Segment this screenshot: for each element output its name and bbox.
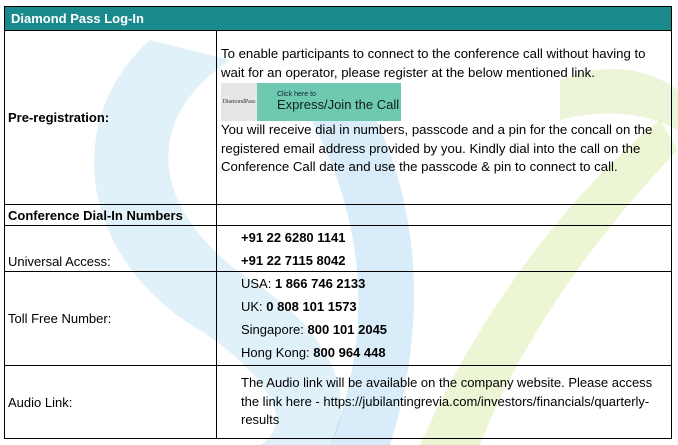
tollfree-item: UK: 0 808 101 1573 — [241, 299, 357, 314]
conference-label: Conference Dial-In Numbers — [5, 205, 217, 225]
universal-number: +91 22 6280 1141 — [241, 230, 346, 245]
conference-row — [5, 205, 671, 226]
conference-empty — [217, 205, 671, 225]
prereg-intro: To enable participants to connect to the conference call without having to wait for an operator, please register at the below mentioned link. — [221, 46, 646, 80]
audio-row — [5, 366, 671, 438]
universal-label: Universal Access: — [5, 226, 217, 271]
universal-number: +91 22 7115 8042 — [241, 253, 346, 268]
diamond-pass-button[interactable] — [221, 83, 667, 121]
tollfree-list — [217, 272, 671, 365]
universal-row — [5, 226, 671, 272]
button-main-text: Express/Join the Call — [277, 97, 400, 112]
prereg-content — [217, 31, 671, 204]
prereg-after: You will receive dial in numbers, passcode and a pin for the concall on the registered email address provided by you. Kindly dial into the call on the Conference Call date and use the passcode & pin to connect to call. — [221, 122, 653, 174]
tollfree-label: Toll Free Number: — [5, 272, 217, 365]
tollfree-row — [5, 272, 671, 366]
prereg-row — [5, 31, 671, 205]
express-join-button[interactable] — [257, 83, 401, 121]
dial-in-table — [4, 6, 672, 439]
audio-label: Audio Link: — [5, 366, 217, 438]
table-header: Diamond Pass Log-In — [5, 7, 671, 31]
audio-text: The Audio link will be available on the company website. Please access the link here - https://jubilantingrevia.com/investors/financials/quarterly-results — [241, 375, 653, 427]
prereg-label: Pre-registration: — [5, 31, 217, 204]
diamond-pass-logo: DiamondPass — [221, 83, 257, 121]
tollfree-item: Hong Kong: 800 964 448 — [241, 345, 386, 360]
tollfree-item: USA: 1 866 746 2133 — [241, 276, 366, 291]
universal-numbers — [217, 226, 671, 271]
button-small-text: Click here to — [277, 91, 316, 98]
tollfree-item: Singapore: 800 101 2045 — [241, 322, 388, 337]
